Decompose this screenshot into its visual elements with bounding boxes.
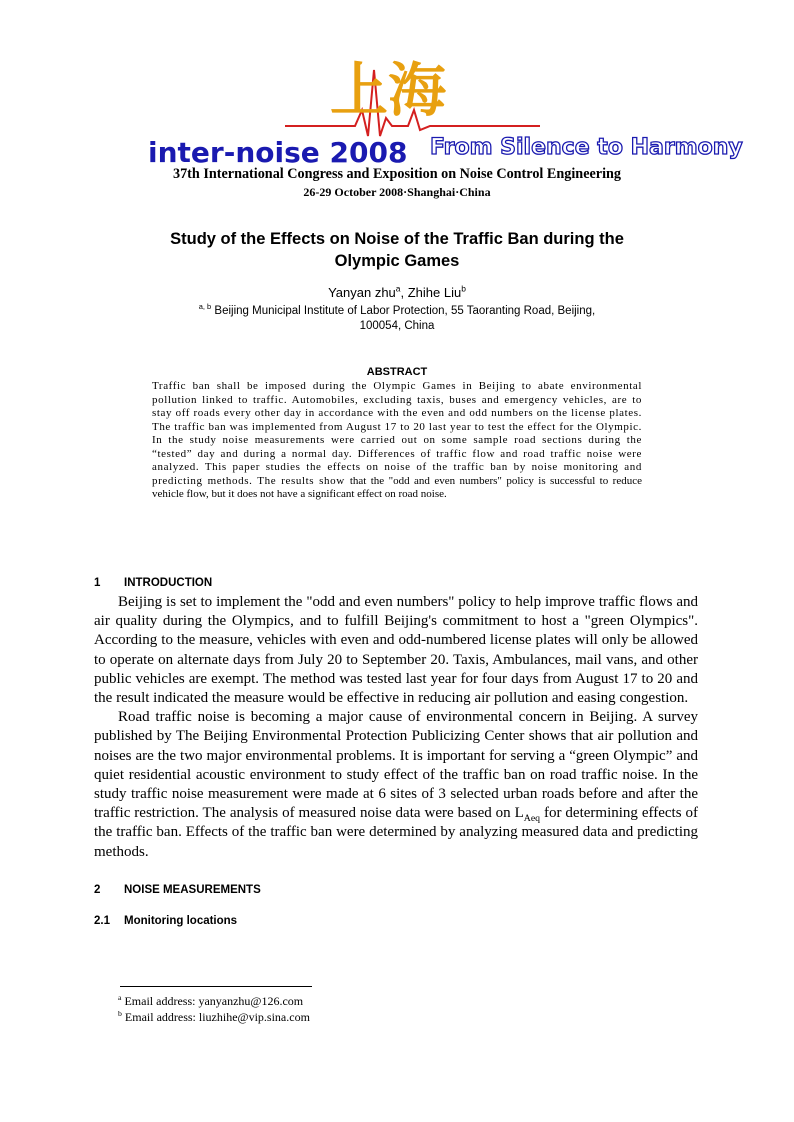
conference-name: 37th International Congress and Exposition on Noise Control Engineering: [172, 166, 622, 182]
section-number: 2: [94, 884, 101, 896]
abstract-tail: that the "odd and even numbers" policy is successful to reduce vehicle flow, but it does not have a significant effect on road noise.: [152, 474, 642, 500]
footnote-a-mark: a: [118, 993, 122, 1002]
subsection-title: Monitoring locations: [124, 915, 238, 927]
abstract-text: Traffic ban shall be imposed during the Olympic Games in Beijing to abate environmental pollution linked to traffic. Automobiles, excluding taxis, buses and emergency vehicles, are to stay off roads every other day in accordance with the even and odd numbers on the license plates. The traffic ban was implemented from August 17 to 20 last year to test the effect for the Olympic. In the study noise measurements were carried out on some sample road sections during the “tested” day and during a normal day. Differences of traffic flow and road traffic noise were analyzed. This paper studies the effects on noise of the traffic ban by noise monitoring and predicting methods. The results show: [152, 380, 642, 487]
intro-paragraph-2-text: Road traffic noise is becoming a major cause of environmental concern in Beijing. A survey published by The Beijing Environmental Protection Publicizing Center shows that air pollution and noises are the two major environmental problems. It is important for serving a “green Olympic” and quiet residential acoustic environment to study effect of the traffic ban on road traffic noise. In the study traffic noise measurement were made at 6 sites of 3 selected urban roads before and after the traffic restriction. The analysis of measured noise data were based on L: [94, 709, 698, 822]
footnote-a-text: Email address: yanyanzhu@126.com: [124, 994, 304, 1008]
introduction-body: [94, 593, 698, 862]
section-number: 1: [94, 577, 101, 589]
subsection-heading-2-1: [94, 915, 237, 927]
footnote-b: [118, 1010, 310, 1025]
section-title: NOISE MEASUREMENTS: [124, 884, 261, 896]
affiliation-line-2: 100054, China: [359, 320, 435, 332]
affiliation-line-1: Beijing Municipal Institute of Labor Protection, 55 Taoranting Road, Beijing,: [214, 305, 596, 317]
title-line-2: Olympic Games: [334, 252, 460, 270]
footnote-b-text: Email address: liuzhihe@vip.sina.com: [124, 1010, 310, 1024]
subsection-number: 2.1: [94, 915, 110, 927]
author-2: Zhihe Liu: [407, 285, 462, 300]
logo-glyphs: 上海: [330, 56, 447, 124]
affiliation: [150, 304, 644, 334]
conference-logo: [140, 40, 743, 169]
intro-paragraph-2: [94, 708, 698, 862]
abstract-heading: ABSTRACT: [366, 366, 428, 378]
affiliation-mark: a, b: [198, 302, 212, 312]
author-1: Yanyan zhu: [328, 285, 396, 300]
logo-slogan: From Silence to Harmony: [430, 135, 743, 160]
laeq-subscript: Aeq: [523, 813, 541, 825]
footnote-divider: [120, 986, 312, 987]
logo-wordmark: inter-noise 2008: [148, 136, 408, 169]
section-heading-1: [94, 577, 212, 589]
author-list: Yanyan zhu$^a$, Zhihe Liu$^b$: [328, 283, 466, 300]
title-line-1: Study of the Effects on Noise of the Traffic Ban during the: [170, 230, 624, 248]
conference-date: 26-29 October 2008·Shanghai·China: [303, 185, 491, 199]
author-2-mark: b: [461, 283, 466, 294]
section-heading-2: [94, 884, 261, 896]
intro-paragraph-2-text-end: for determining effects of the traffic ban. Effects of the traffic ban were determined by analyzing measured data and predicting methods.: [94, 805, 698, 860]
intro-paragraph-1: Beijing is set to implement the "odd and even numbers" policy to help improve traffic flows and air quality during the Olympics, and to fulfill Beijing's commitment to host a "green Olympics". According to the measure, vehicles with even and odd-numbered license plates will only be allowed to operate on alternate days from July 20 to September 20. Taxis, Ambulances, mail vans, and other public vehicles are exempt. The method was tested last year for four days from August 17 to 20 and the result indicated the measure would be effective in reducing air pollution and easing congestion.: [94, 594, 698, 707]
footnote-b-mark: b: [118, 1009, 122, 1018]
footnote-a: [118, 994, 303, 1009]
paper-title: [120, 228, 674, 272]
section-title: INTRODUCTION: [124, 577, 213, 589]
abstract-body: [152, 380, 642, 502]
author-1-mark: a: [395, 283, 401, 294]
